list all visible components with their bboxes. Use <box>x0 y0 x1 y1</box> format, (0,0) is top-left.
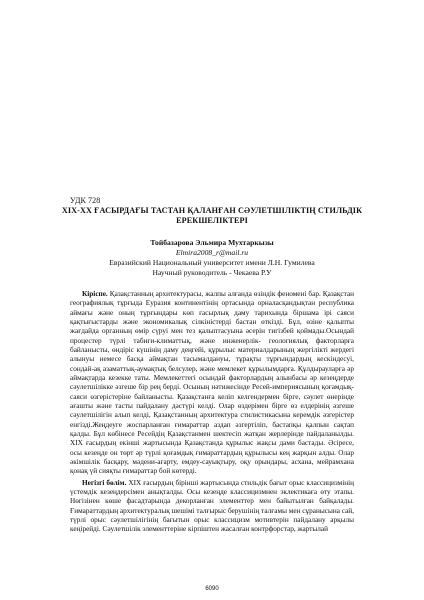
article-body <box>70 290 354 537</box>
main-section-paragraph <box>70 479 354 535</box>
supervisor-line: Научный руководитель - Чекаева Р.У <box>152 268 272 277</box>
article-title <box>60 206 364 225</box>
author-affiliation: Евразийский Национальный университет имени Л.Н. Гумилева <box>109 258 315 267</box>
title-line-1: XIX-XX ҒАСЫРДАҒЫ ТАСТАН ҚАЛАНҒАН СӘУЛЕТШІЛІКТІҢ СТИЛЬДІК <box>61 206 363 215</box>
title-line-2: ЕРЕКШЕЛІКТЕРІ <box>176 215 248 225</box>
author-email: Elmira2008_r@mail.ru <box>175 248 249 257</box>
page-number: 6090 <box>205 586 219 592</box>
main-section-text: XIX ғасырдың бірінші жартысында стильдік бағыт орыс классицизмінің үстемдік кезеңдерсімен анықталды. Осы кезеңде классицизмнен эклектикаға өту этапы. Нөгізінен көше фасадтарында декорланған элементтер мен байытылған байқалады. Ғимараттардың архитектуралық шешімі талғырыс берушінің талғамы мен сұранысына сай, түрлі орыс сәулетшілігінің бағытын орыс классицизм мотивтерін пайдалану арқылы кеңірейді. Сәулетшілік элементтеріне кірпіштен жасалған контрфорстар, жартылай <box>70 478 355 534</box>
udk-code: УДК 728 <box>70 196 101 205</box>
intro-heading: Кіріспе. <box>82 290 108 298</box>
intro-paragraph <box>70 290 354 477</box>
intro-text: Қазақстанның архитектурасы, жалпы алғанда өзіндік феномені бар. Қазақстан географиялық тұрғыда Еуразия континентінің ортасында орналасқандықтан республика аймағы және оның тұрғындары көп ғасырлық даму тарихында біршама ірі саяси қақтығыстарды және экономикалық сілкіністерді бастан өткізді. Бұл, өзіне қалыпты жағдайда органның өмір сүруі мен тез қалыптасуына әсерін тигізбей қоймады.Осындай процестер түрлі табиғи-климаттық, және инженерлік- геологиялық факторларға байланысты, өндіріс күшінің даму деңгейі, құрылыс материалдарының жергілікті жердегі алынуы немесе басқа аймақтан тасымалдануы, тұрақты тұрғындардың кескіндесуі, сондай-ақ азаматтық-аумақтық белсулер, және мемлекет құрылымдарға. Құлдырауларға әр аймақтарда кезекке таты. Мемлекеттегі осындай факторлардың алынбасы әр кезеңдерде сәулетшілікке әзгеше бір рең берді. Осының нәтижесінде Ресей-империясының қоғамдық-саяси өзгерістеріне байланысты. Қазақстанға келіп келгендермен бірге, сәулет өнерінде ағашты және тасты пайдалану дәстүрі келді. Олар өздерімен бірге өз елдерінің әзгеше сәулетшілігін алып келді, Қазақстанның архитектура стилистикасына керемдік әзгерістер енгізді.Жеңдеуге жоспарланған ғимараттар аздап әзгертіліп, бастапқы қалпын сақтап қалды. Бұл көбінесе Ресейдің Қазақстанмен шектесіп жатқан жерлерінде пайдаланылды. XIX ғасырдың екінші жартысында Қазақстанда құрылыс жақсы дами бастады. Әсіресе, осы кезеңде он төрт әр түрлі қоғамдық ғимараттардың құрылысы кең жарқын алды. Олар әкімшілік басқару, мәдени-ағарту, емдеу-сауықтыру, оқу орындары, асхана, мейрамхана қонақ үй сияқты ғимараттар бой көтерді. <box>70 290 354 476</box>
main-section-heading: Негізгі бөлім. <box>82 478 127 487</box>
author-block <box>60 238 364 278</box>
author-name: Тойбазарова Эльмира Мухтаркызы <box>150 238 274 247</box>
